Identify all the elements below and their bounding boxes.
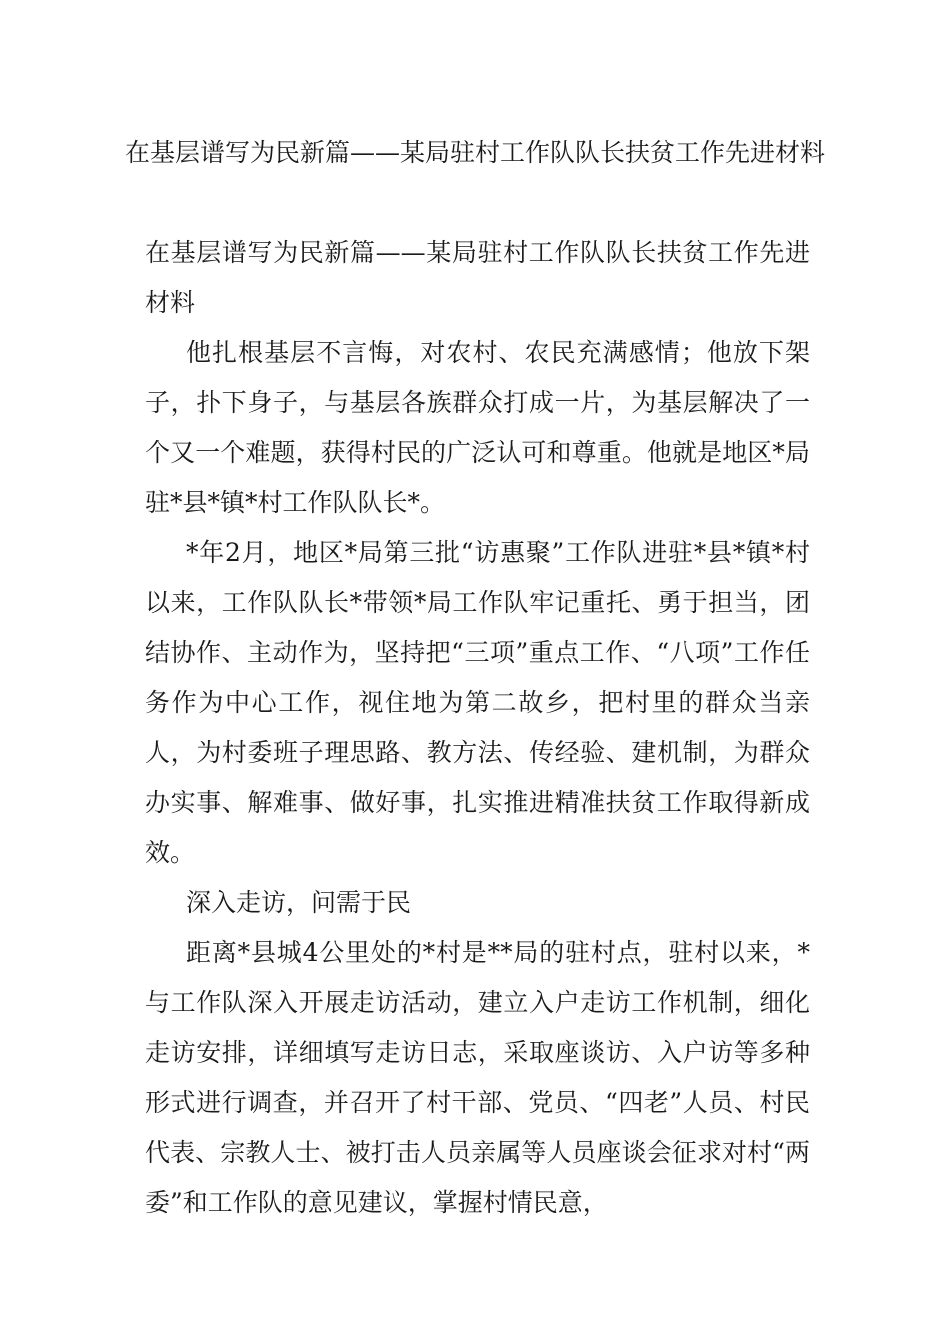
subtitle-paragraph: 在基层谱写为民新篇——某局驻村工作队队长扶贫工作先进材料 bbox=[145, 238, 810, 317]
document-body bbox=[145, 228, 810, 1228]
section-heading: 深入走访，问需于民 bbox=[186, 888, 412, 917]
section-paragraph: 距离*县城4公里处的*村是**局的驻村点，驻村以来，*与工作队深入开展走访活动，建立入户走访工作机制，细化走访安排，详细填写走访日志，采取座谈访、入户访等多种形式进行调查，并召开了村干部、党员、“四老”人员、村民代表、宗教人士、被打击人员亲属等人员座谈会征求对村“两委”和工作队的意见建议，掌握村情民意， bbox=[145, 938, 810, 1217]
intro-paragraph: 他扎根基层不言悔，对农村、农民充满感情；他放下架子，扑下身子，与基层各族群众打成一片，为基层解决了一个又一个难题，获得村民的广泛认可和尊重。他就是地区*局驻*县*镇*村工作队队长*。 bbox=[145, 338, 810, 517]
summary-paragraph: *年2月，地区*局第三批“访惠聚”工作队进驻*县*镇*村以来，工作队队长*带领*局工作队牢记重托、勇于担当，团结协作、主动作为，坚持把“三项”重点工作、“八项”工作任务作为中心工作，视住地为第二故乡，把村里的群众当亲人，为村委班子理思路、教方法、传经验、建机制，为群众办实事、解难事、做好事，扎实推进精准扶贫工作取得新成效。 bbox=[145, 538, 810, 867]
document-title: 在基层谱写为民新篇——某局驻村工作队队长扶贫工作先进材料 bbox=[124, 138, 825, 167]
